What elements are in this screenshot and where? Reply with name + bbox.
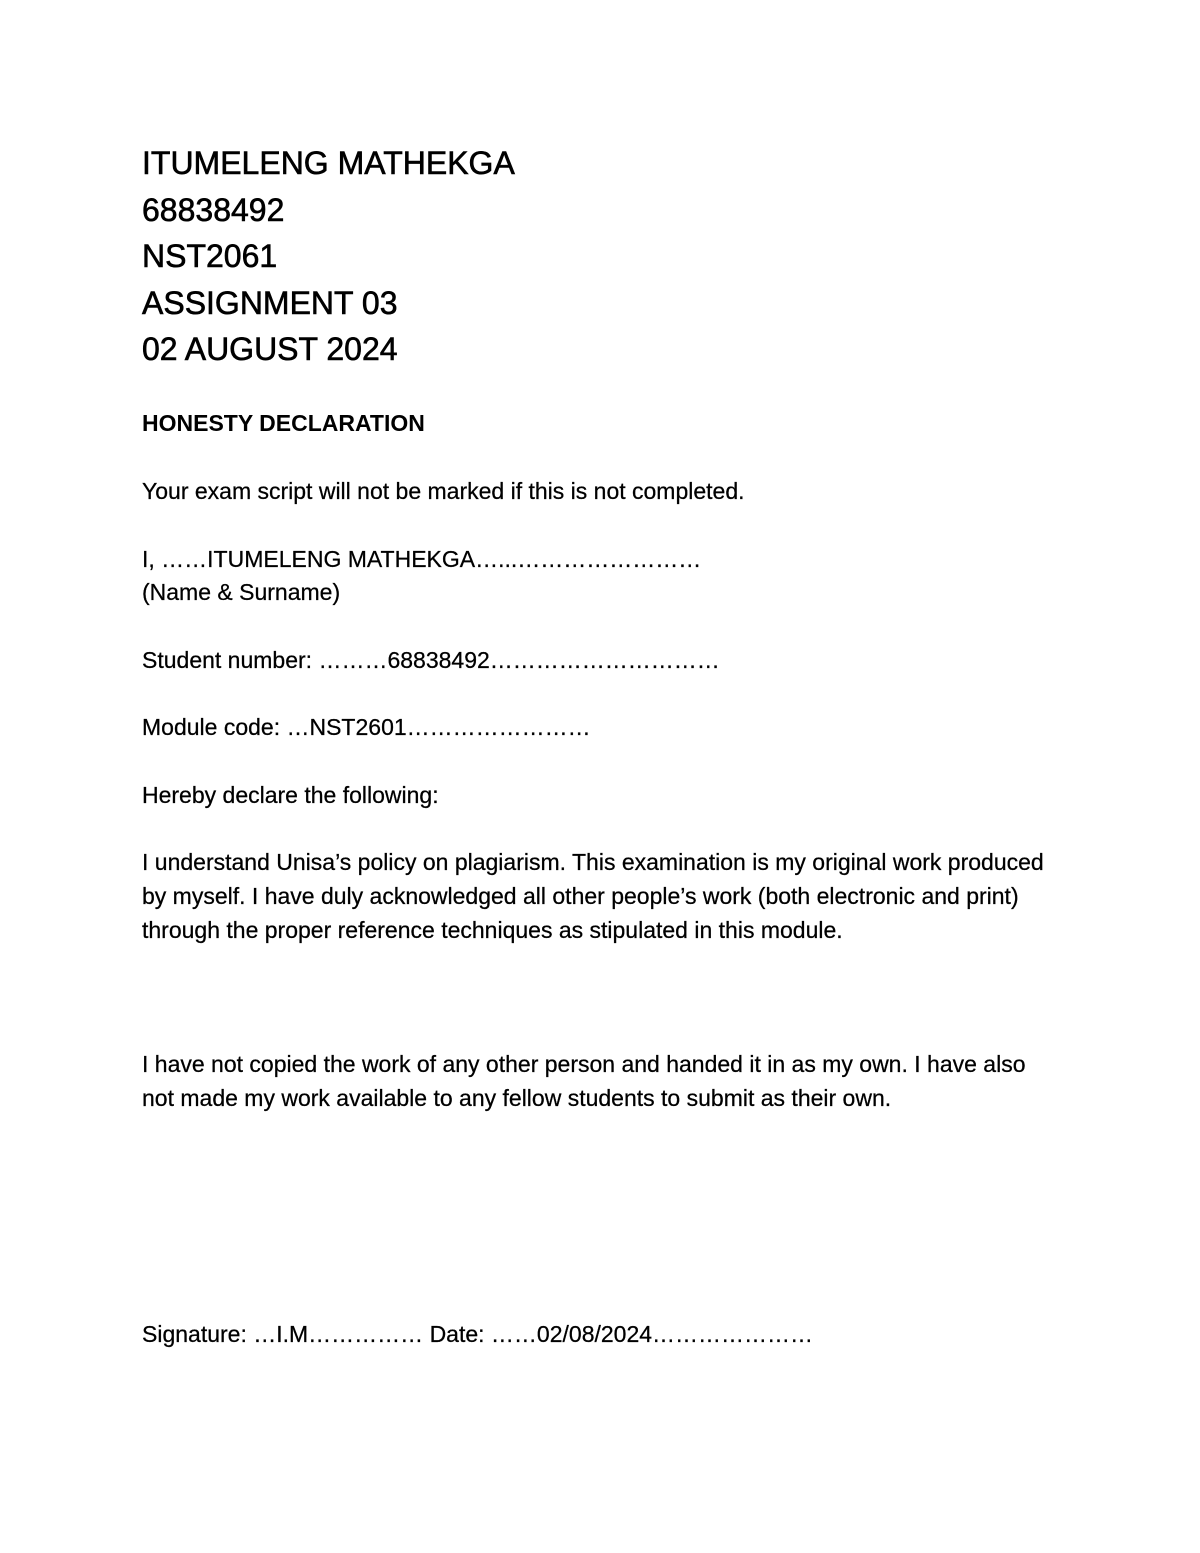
- declaration-paragraph-1: I understand Unisa’s policy on plagiarism. This examination is my original work produced by myself. I have duly acknowledged all other people’s work (both electronic and print) through the proper reference techniques as stipulated in this module.: [142, 849, 1044, 943]
- name-caption: (Name & Surname): [142, 579, 341, 605]
- declaration-title: HONESTY DECLARATION: [142, 410, 425, 436]
- student-name-heading: ITUMELENG MATHEKGA: [142, 145, 515, 181]
- student-number-line: Student number: ………68838492…………………………: [142, 647, 720, 673]
- name-line: I, ……ITUMELENG MATHEKGA…...……………………: [142, 546, 702, 572]
- date-heading: 02 AUGUST 2024: [142, 331, 398, 367]
- module-code-line: Module code: …NST2601……………………: [142, 714, 591, 740]
- module-heading: NST2061: [142, 238, 278, 274]
- declaration-paragraph-2: I have not copied the work of any other person and handed it in as my own. I have also not made my work available to any fellow students to submit as their own.: [142, 1051, 1026, 1111]
- declaration-warning: Your exam script will not be marked if this is not completed.: [142, 478, 745, 504]
- cover-header: [142, 140, 1042, 373]
- student-number-heading: 68838492: [142, 191, 285, 228]
- signature-date-line: Signature: …I.M…………… Date: ……02/08/2024…………………: [142, 1321, 814, 1347]
- declaration-intro: Hereby declare the following:: [142, 782, 439, 808]
- assignment-heading: ASSIGNMENT 03: [142, 284, 398, 321]
